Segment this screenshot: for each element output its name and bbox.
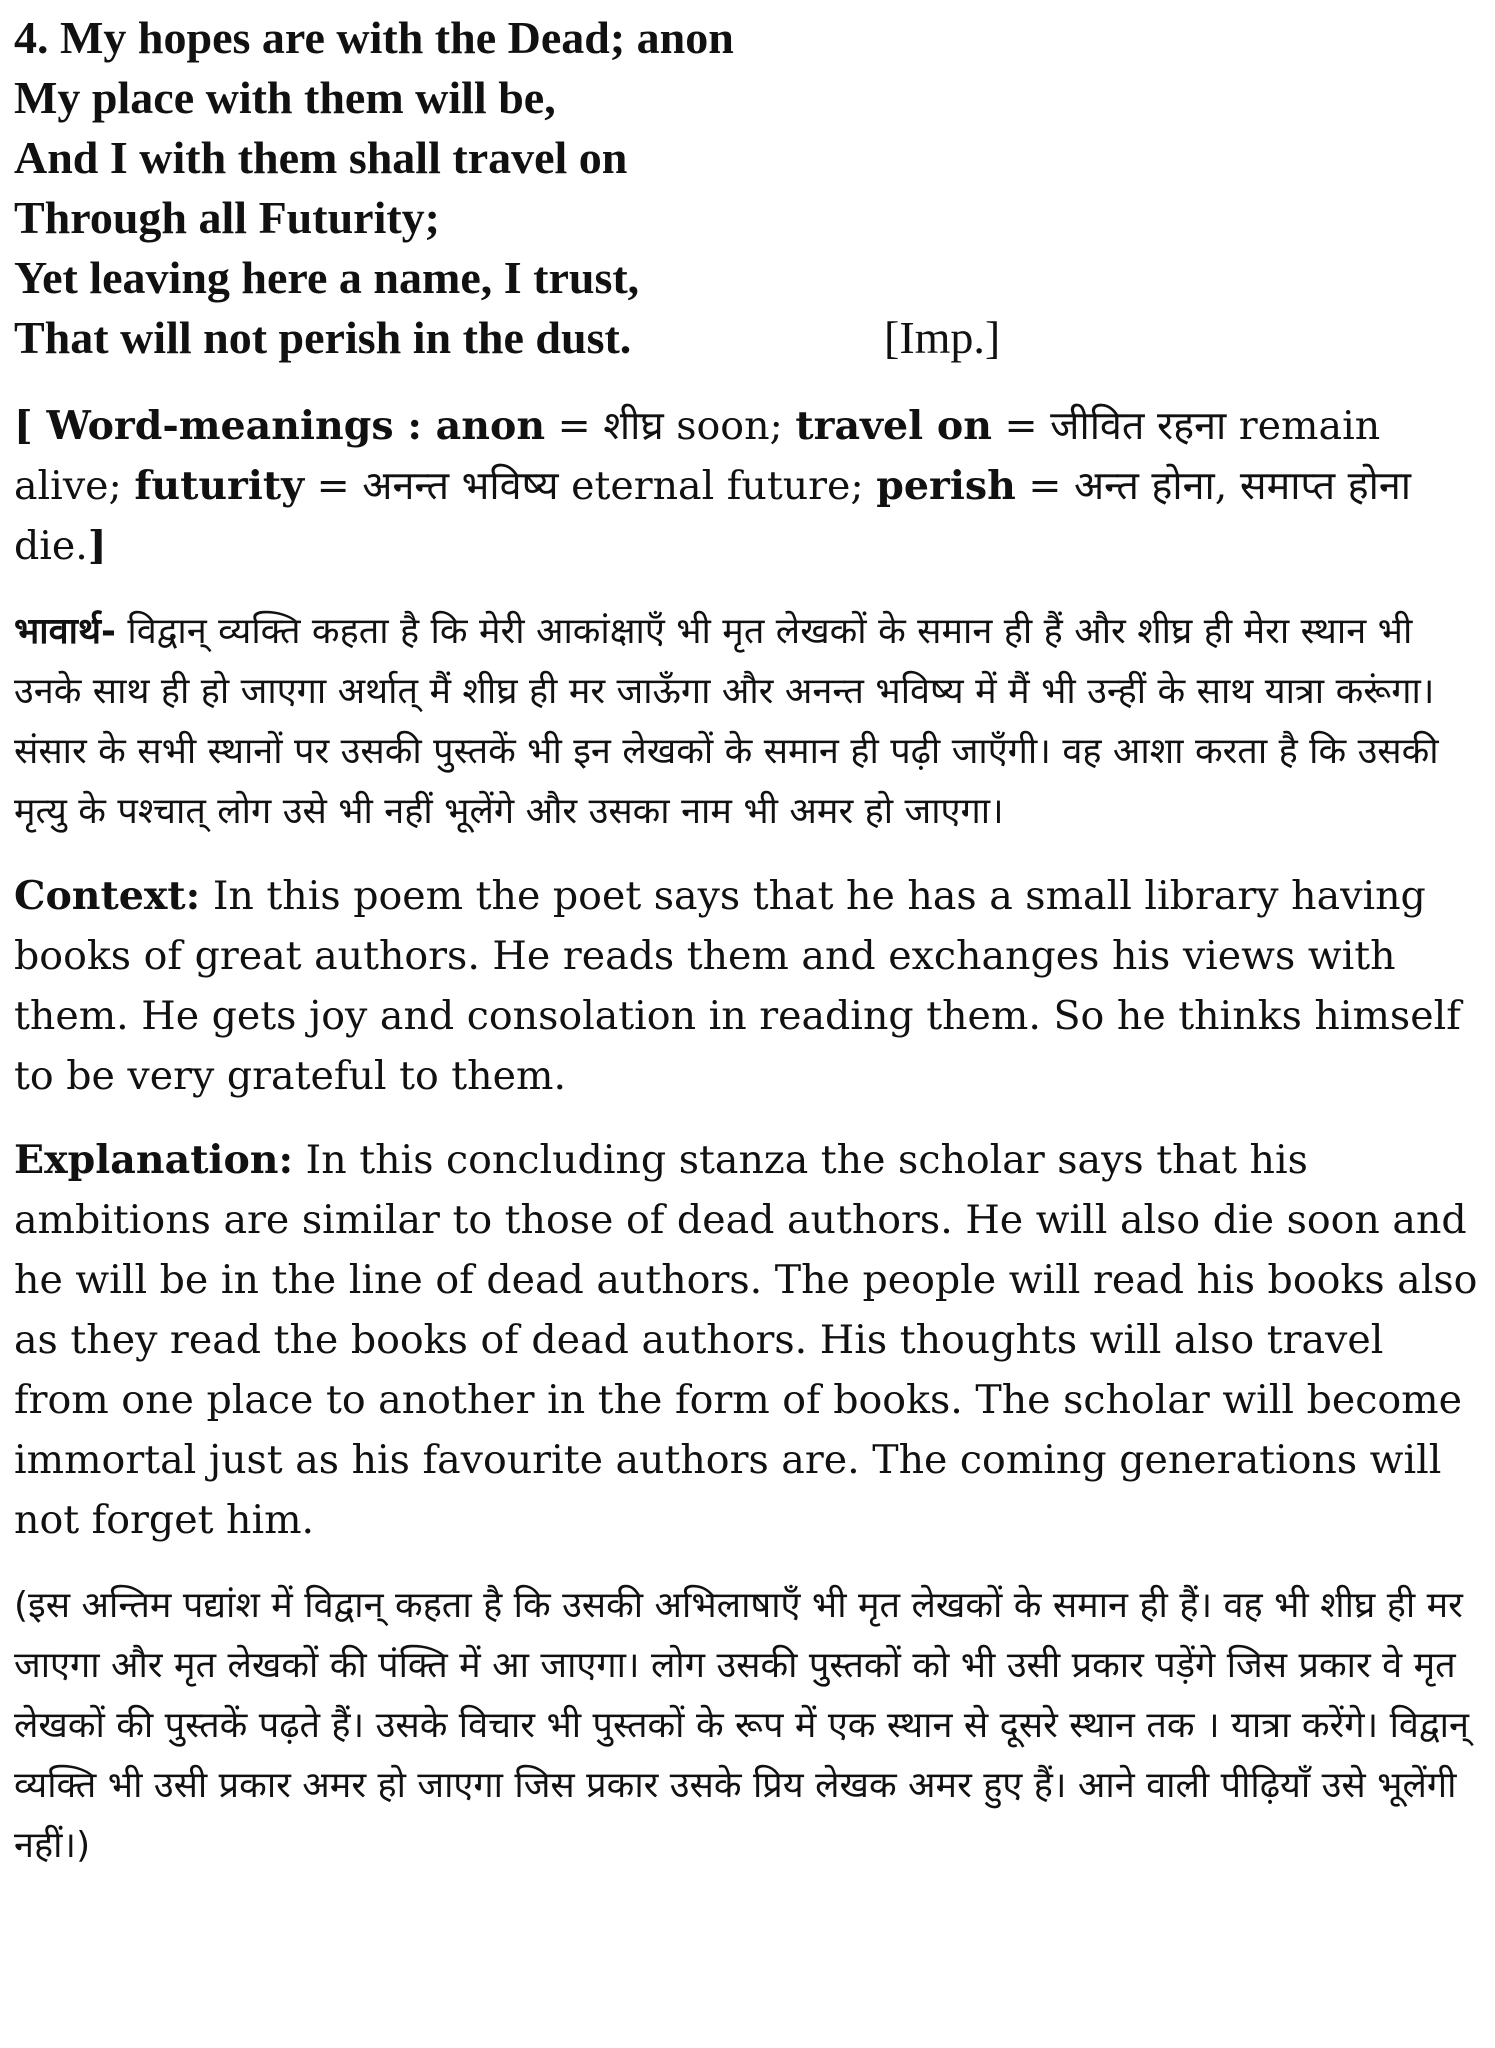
stanza-line-6: That will not perish in the dust. (14, 312, 632, 363)
context-paragraph (14, 866, 1484, 1106)
bhavarth-text: विद्वान् व्यक्ति कहता है कि मेरी आकांक्षाएँ भी मृत लेखकों के समान ही हैं और शीघ्र ही मेरा स्थान भी उनके साथ ही हो जाएगा अर्थात् मैं शीघ्र ही मर जाऊँगा और अनन्त भविष्य में मैं भी उन्हीं के साथ यात्रा करूंगा। संसार के सभी स्थानों पर उसकी पुस्तकें भी इन लेखकों के समान ही पढ़ी जाएँगी। वह आशा करता है कि उसकी मृत्यु के पश्चात् लोग उसे भी नहीं भूलेंगे और उसका नाम भी अमर हो जाएगा। (14, 611, 1439, 832)
context-text: In this poem the poet says that he has a small library having books of great authors. He reads them and exchanges his views with them. He gets joy and consolation in reading them. So he thinks himself to be very grateful to them. (14, 873, 1461, 1099)
word-meanings-open-bracket: [ Word-meanings : (14, 403, 436, 449)
word-travel-on: travel on (795, 403, 992, 449)
word-perish: perish (876, 463, 1016, 509)
bhavarth-paragraph (14, 602, 1484, 842)
stanza-line-2: My place with them will be, (14, 72, 556, 123)
poem-stanza (14, 8, 1484, 368)
meaning-anon: = शीघ्र soon; (545, 403, 796, 449)
word-meanings-close-bracket: ] (87, 523, 107, 569)
hindi-explanation-paragraph (14, 1576, 1484, 1876)
stanza-line-3: And I with them shall travel on (14, 132, 628, 183)
explanation-label: Explanation: (14, 1137, 294, 1183)
meaning-perish: = अन्त होना, समाप्त होना die. (14, 463, 1412, 569)
context-label: Context: (14, 873, 201, 919)
stanza-line-1: 4. My hopes are with the Dead; anon (14, 12, 734, 63)
meaning-futurity: = अनन्त भविष्य eternal future; (304, 463, 877, 509)
word-futurity: futurity (134, 463, 305, 509)
explanation-paragraph (14, 1130, 1484, 1550)
explanation-text: In this concluding stanza the scholar says that his ambitions are similar to those of dead authors. He will also die soon and he will be in the line of dead authors. The people will read his books also as they read the books of dead authors. His thoughts will also travel from one place to another in the form of books. The scholar will become immortal just as his favourite authors are. The coming generations will not forget him. (14, 1137, 1478, 1543)
bhavarth-label: भावार्थ- (14, 611, 116, 652)
word-anon: anon (435, 403, 546, 449)
importance-tag: [Imp.] (884, 312, 1001, 363)
word-meanings (14, 396, 1484, 576)
stanza-line-5: Yet leaving here a name, I trust, (14, 252, 640, 303)
meaning-travel-on: = जीवित रहना remain alive; (14, 403, 1381, 509)
hindi-explanation-text: (इस अन्तिम पद्यांश में विद्वान् कहता है कि उसकी अभिलाषाएँ भी मृत लेखकों के समान ही हैं। वह भी शीघ्र ही मर जाएगा और मृत लेखकों की पंक्ति में आ जाएगा। लोग उसकी पुस्तकों को भी उसी प्रकार पड़ेंगे जिस प्रकार वे मृत लेखकों की पुस्तकें पढ़ते हैं। उसके विचार भी पुस्तकों के रूप में एक स्थान से दूसरे स्थान तक । यात्रा करेंगे। विद्वान् व्यक्ति भी उसी प्रकार अमर हो जाएगा जिस प्रकार उसके प्रिय लेखक अमर हुए हैं। आने वाली पीढ़ियाँ उसे भूलेंगी नहीं।) (14, 1585, 1469, 1866)
stanza-line-6-row (14, 308, 1484, 368)
document-page (14, 0, 1484, 1876)
stanza-line-4: Through all Futurity; (14, 192, 440, 243)
